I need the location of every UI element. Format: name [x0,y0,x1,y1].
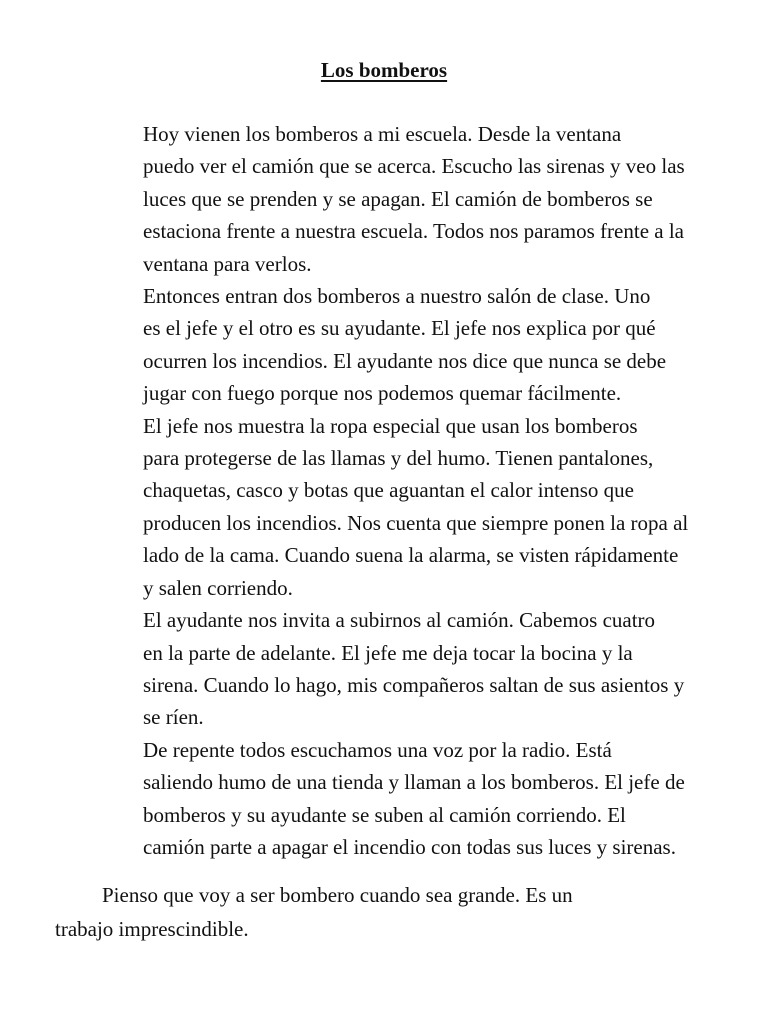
text-line: y salen corriendo. [143,575,293,600]
text-line: sirena. Cuando lo hago, mis compañeros saltan de sus asientos y [143,672,685,697]
text-line: chaquetas, casco y botas que aguantan el calor intenso que [143,478,634,503]
text-line: El ayudante nos invita a subirnos al camión. Cabemos cuatro [143,608,656,633]
document-title: Los bomberos [320,58,448,82]
text-line: en la parte de adelante. El jefe me deja tocar la bocina y la [143,640,633,665]
text-line: estaciona frente a nuestra escuela. Todos nos paramos frente a la [143,219,684,244]
text-line: De repente todos escuchamos una voz por la radio. Está [143,737,612,762]
paragraph-3 [96,410,702,604]
text-line: camión parte a apagar el incendio con todas sus luces y sirenas. [143,834,676,859]
text-line: para protegerse de las llamas y del humo. Tienen pantalones, [143,446,654,471]
text-line: saliendo humo de una tienda y llaman a los bomberos. El jefe de [143,770,685,795]
text-line: ocurren los incendios. El ayudante nos dice que nunca se debe [143,348,667,373]
text-line: El jefe nos muestra la ropa especial que usan los bomberos [143,413,638,438]
text-line: jugar con fuego porque nos podemos quemar fácilmente. [143,381,622,406]
text-line: bomberos y su ayudante se suben al camión corriendo. El [143,802,626,827]
text-line: Hoy vienen los bomberos a mi escuela. Desde la ventana [143,122,622,146]
text-line: se ríen. [143,705,204,730]
text-line: Pienso que voy a ser bombero cuando sea grande. Es un [102,883,573,907]
closing-paragraph [55,878,735,946]
paragraph-1 [96,118,702,280]
paragraph-5 [96,734,702,864]
text-line: luces que se prenden y se apagan. El camión de bomberos se [143,186,653,211]
story-body [96,118,702,863]
text-line: trabajo imprescindible. [55,917,249,941]
paragraph-2 [96,280,702,410]
text-line: Entonces entran dos bomberos a nuestro salón de clase. Uno [143,284,651,309]
text-line: ventana para verlos. [143,251,312,276]
text-line: lado de la cama. Cuando suena la alarma, se visten rápidamente [143,543,679,568]
text-line: es el jefe y el otro es su ayudante. El jefe nos explica por qué [143,316,656,341]
paragraph-4 [96,604,702,734]
text-line: producen los incendios. Nos cuenta que siempre ponen la ropa al [143,510,689,535]
text-line: puedo ver el camión que se acerca. Escucho las sirenas y veo las [143,154,685,179]
